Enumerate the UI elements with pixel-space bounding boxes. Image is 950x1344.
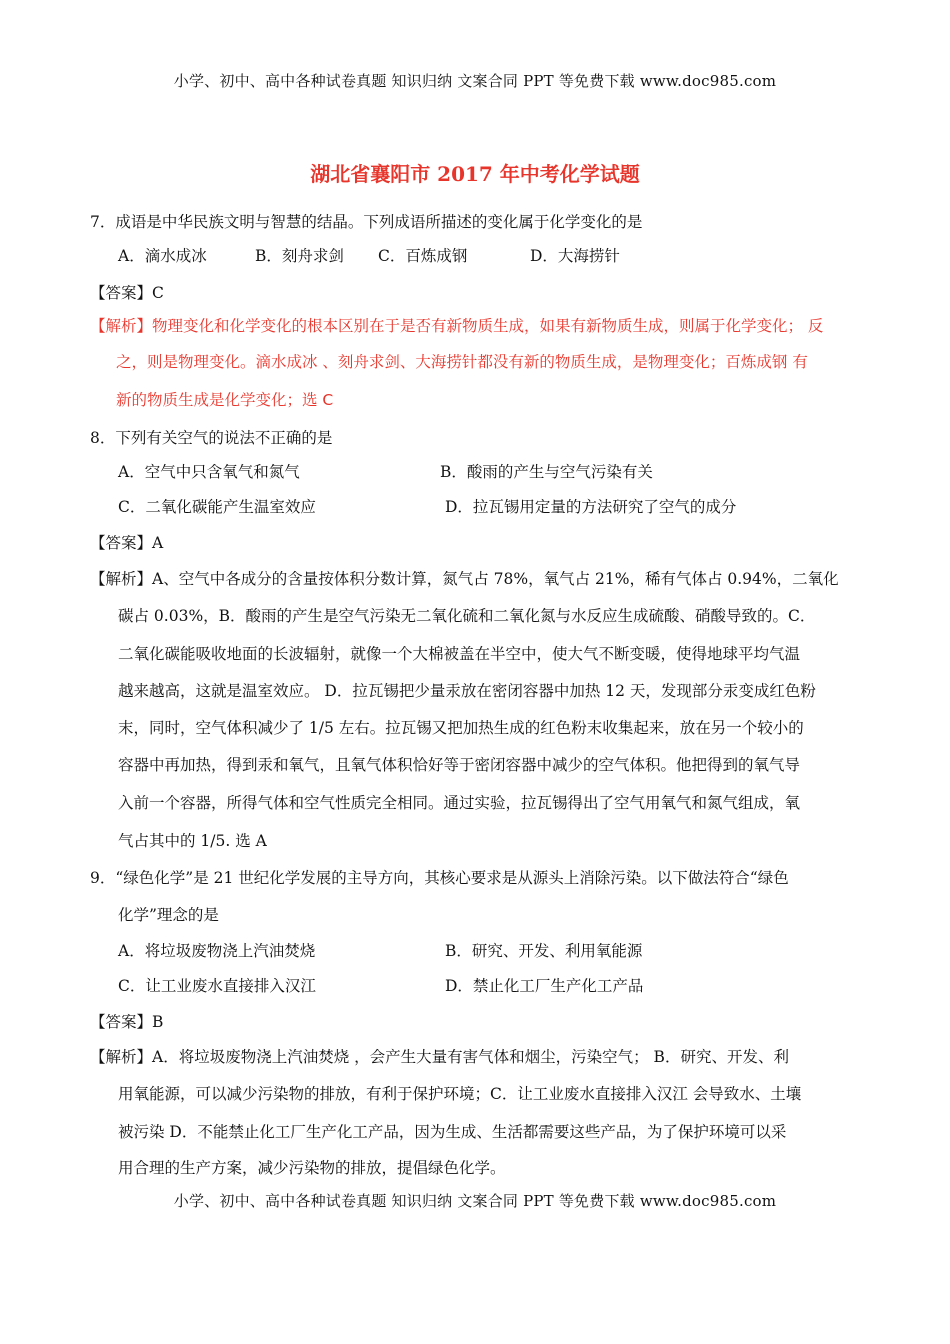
page-title: 湖北省襄阳市 2017 年中考化学试题 — [310, 162, 640, 186]
q7-analysis-line: 新的物质生成是化学变化；选 C — [116, 391, 334, 409]
q9-analysis-line: 【解析】A．将垃圾废物浇上汽油焚烧 ，会产生大量有害气体和烟尘，污染空气； B．研究、开发、利 — [90, 1048, 789, 1066]
q8-analysis-line: 容器中再加热，得到汞和氧气，且氧气体积恰好等于密闭容器中减少的空气体积。他把得到的氧气导 — [118, 756, 801, 774]
q7-answer: 【答案】C — [90, 284, 164, 302]
q9-stem-line: 化学”理念的是 — [118, 906, 219, 924]
q9-option-c: C．让工业废水直接排入汉江 — [118, 977, 316, 995]
q9-analysis-line: 用氧能源，可以减少污染物的排放，有利于保护环境；C．让工业废水直接排入汉江 会导致水、土壤 — [118, 1085, 802, 1103]
q8-option-d: D．拉瓦锡用定量的方法研究了空气的成分 — [445, 498, 737, 516]
q8-analysis-line: 【解析】A、空气中各成分的含量按体积分数计算，氮气占 78%，氧气占 21%，稀有气体占 0.94%，二氧化 — [90, 570, 839, 588]
q9-option-b: B．研究、开发、利用氧能源 — [445, 942, 643, 960]
q9-option-a: A．将垃圾废物浇上汽油焚烧 — [118, 942, 316, 960]
q8-analysis-line: 碳占 0.03%，B．酸雨的产生是空气污染无二氧化硫和二氧化氮与水反应生成硫酸、硝酸导致的。C． — [118, 607, 816, 625]
q7-option-d: D．大海捞针 — [530, 247, 620, 265]
q8-answer: 【答案】A — [90, 534, 164, 552]
q8-option-a: A．空气中只含氧气和氮气 — [118, 463, 300, 481]
q7-option-b: B．刻舟求剑 — [255, 247, 344, 265]
q7-option-c: C．百炼成钢 — [378, 247, 468, 265]
q9-stem-line: 9．“绿色化学”是 21 世纪化学发展的主导方向，其核心要求是从源头上消除污染。以下做法符合“绿色 — [90, 869, 789, 887]
q8-option-c: C．二氧化碳能产生温室效应 — [118, 498, 316, 516]
q8-option-b: B．酸雨的产生与空气污染有关 — [440, 463, 653, 481]
q7-option-a: A．滴水成冰 — [118, 247, 207, 265]
q7-stem: 7．成语是中华民族文明与智慧的结晶。下列成语所描述的变化属于化学变化的是 — [90, 213, 643, 231]
q8-analysis-line: 入前一个容器，所得气体和空气性质完全相同。通过实验，拉瓦锡得出了空气用氧气和氮气组成，氧 — [118, 794, 801, 812]
q7-analysis-line: 之，则是物理变化。滴水成冰 、刻舟求剑、大海捞针都没有新的物质生成，是物理变化；百炼成钢 有 — [116, 353, 808, 371]
q8-analysis-line: 二氧化碳能吸收地面的长波辐射，就像一个大棉被盖在半空中，使大气不断变暖，使得地球平均气温 — [118, 645, 801, 663]
q8-analysis-line: 越来越高，这就是温室效应。 D．拉瓦锡把少量汞放在密闭容器中加热 12 天，发现部分汞变成红色粉 — [118, 682, 816, 700]
q9-analysis-line: 被污染 D．不能禁止化工厂生产化工产品，因为生成、生活都需要这些产品，为了保护环境可以采 — [118, 1123, 787, 1141]
page-footer: 小学、初中、高中各种试卷真题 知识归纳 文案合同 PPT 等免费下载 www.doc985.com — [173, 1192, 777, 1210]
page-header: 小学、初中、高中各种试卷真题 知识归纳 文案合同 PPT 等免费下载 www.doc985.com — [173, 72, 777, 90]
q8-stem: 8．下列有关空气的说法不正确的是 — [90, 429, 333, 447]
q9-analysis-line: 用合理的生产方案，减少污染物的排放，提倡绿色化学。 — [118, 1159, 506, 1177]
q7-analysis-line: 【解析】物理变化和化学变化的根本区别在于是否有新物质生成，如果有新物质生成，则属于化学变化； 反 — [90, 317, 824, 335]
q9-answer: 【答案】B — [90, 1013, 164, 1031]
q8-analysis-line: 末，同时，空气体积减少了 1/5 左右。拉瓦锡又把加热生成的红色粉末收集起来，放在另一个较小的 — [118, 719, 804, 737]
q9-option-d: D．禁止化工厂生产化工产品 — [445, 977, 644, 995]
q8-analysis-line: 气占其中的 1/5. 选 A — [118, 832, 267, 850]
